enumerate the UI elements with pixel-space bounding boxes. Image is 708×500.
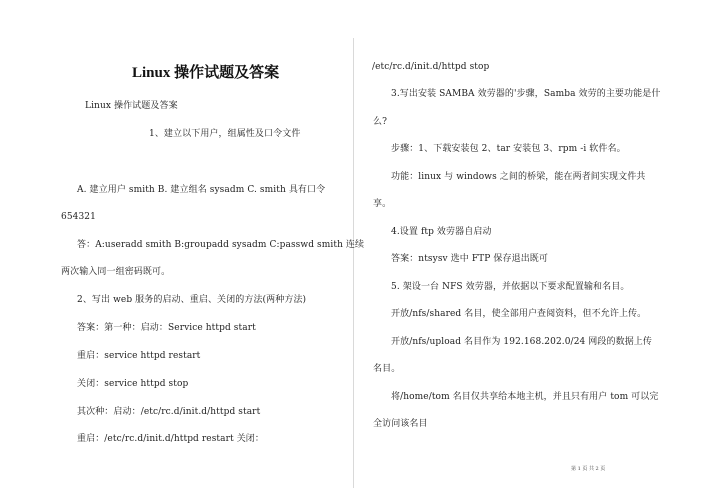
left-line: 1、建立以下用户，组属性及口令文件	[149, 129, 301, 139]
left-line: 其次种：启动：/etc/rc.d/init.d/httpd start	[77, 407, 261, 417]
left-line: 答：A:useradd smith B:groupadd sysadm C:passwd smith 连续	[77, 240, 365, 250]
right-line: 将/home/tom 名目仅共享给本地主机，并且只有用户 tom 可以完	[391, 392, 659, 402]
left-line: A. 建立用户 smith B. 建立组名 sysadm C. smith 具有口令	[77, 185, 326, 195]
right-line: 享。	[373, 199, 392, 209]
page-number-footer: 第 1 页 共 2 页	[571, 466, 606, 472]
right-line: 开放/nfs/shared 名目，使全部用户查阅资料，但不允许上传。	[391, 309, 647, 319]
right-line: /etc/rc.d/init.d/httpd stop	[372, 62, 490, 72]
right-line: 4.设置 ftp 效劳器自启动	[391, 227, 492, 237]
left-line: 答案：第一种：启动：Service httpd start	[77, 323, 256, 333]
right-line: 5. 架设一台 NFS 效劳器，并依据以下要求配置输和名目。	[391, 282, 630, 292]
left-line: 重启：service httpd restart	[77, 351, 201, 361]
right-line: 答案：ntsysv 选中 FTP 保存退出既可	[391, 254, 549, 264]
right-line: 全访问该名目	[373, 419, 428, 429]
right-line: 步骤：1、下载安装包 2、tar 安装包 3、rpm -i 软件名。	[391, 144, 626, 154]
right-line: 3.写出安装 SAMBA 效劳器的'步骤，Samba 效劳的主要功能是什	[391, 89, 661, 99]
left-line: 关闭：service httpd stop	[77, 379, 189, 389]
left-line: 2、写出 web 服务的启动、重启、关闭的方法(两种方法)	[77, 295, 307, 305]
document-title: Linux 操作试题及答案	[132, 65, 280, 81]
left-line: 重启：/etc/rc.d/init.d/httpd restart 关闭：	[77, 434, 264, 444]
right-line: 名目。	[373, 364, 401, 374]
right-line: 开放/nfs/upload 名目作为 192.168.202.0/24 网段的数据上传	[391, 337, 653, 347]
column-divider	[353, 38, 354, 488]
left-line: 654321	[61, 212, 96, 222]
right-line: 么?	[373, 117, 388, 127]
left-line: Linux 操作试题及答案	[85, 101, 178, 111]
right-line: 功能：linux 与 windows 之间的桥梁，能在两者间实现文件共	[391, 172, 646, 182]
left-line: 两次输入同一组密码既可。	[61, 267, 171, 277]
